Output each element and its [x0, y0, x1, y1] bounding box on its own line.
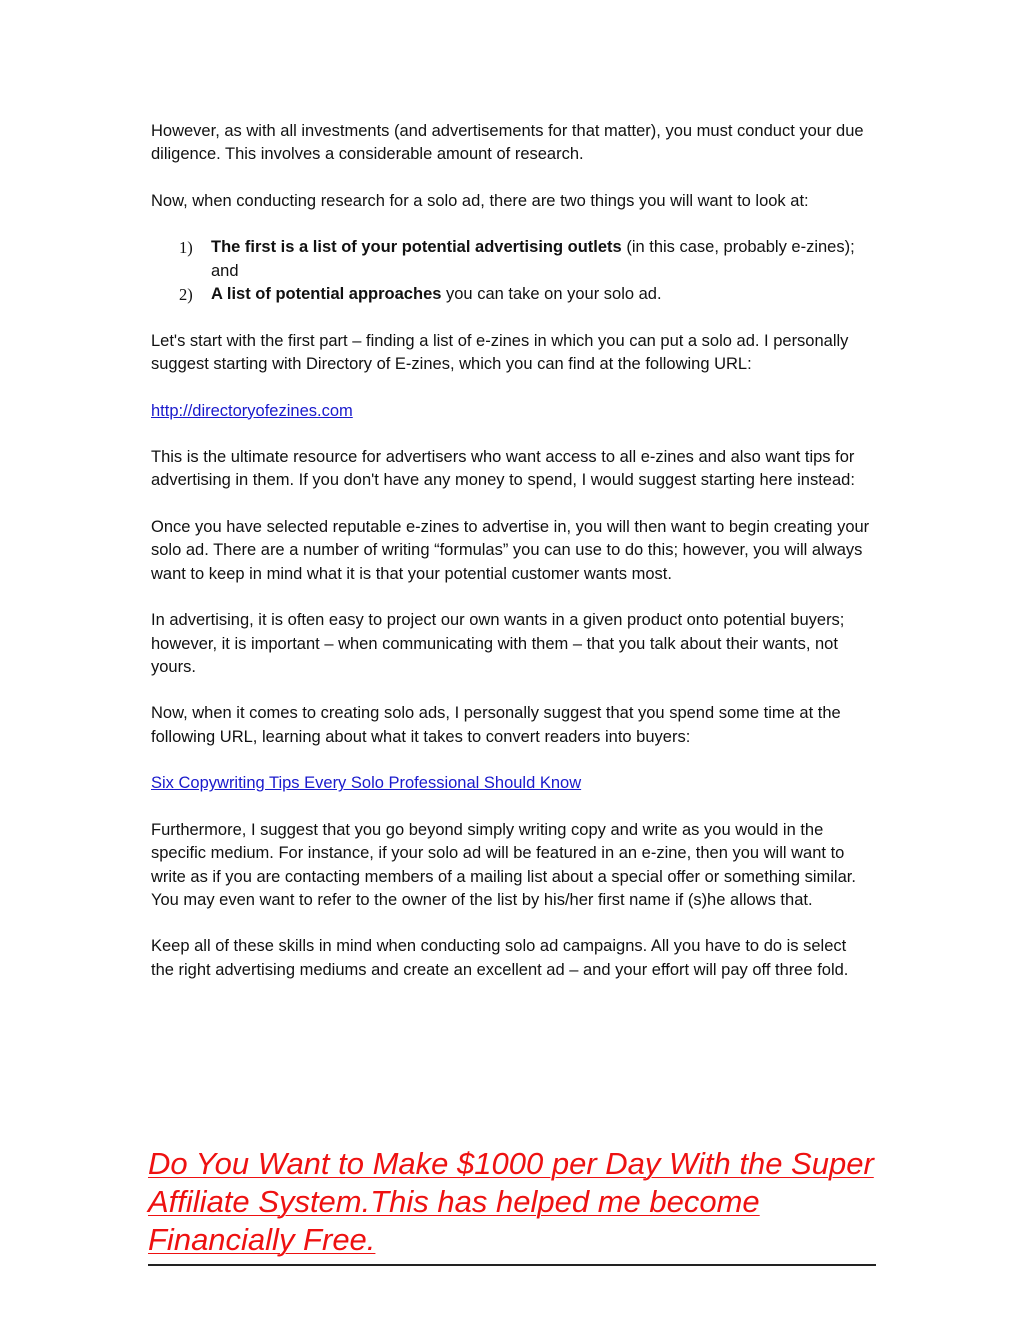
paragraph-ultimate-resource: This is the ultimate resource for advertisers who want access to all e-zines and also want tips for advertising in them. If you don't have any money to spend, I would suggest starting here instead:: [151, 448, 855, 490]
document-body: [151, 120, 873, 982]
paragraph-wants: In advertising, it is often easy to project our own wants in a given product onto potential buyers; however, it is important – when communicating with them – that you talk about their wants, not yours.: [151, 611, 845, 676]
paragraph-copywriting-link: [151, 772, 873, 795]
list-item-number: 2): [179, 285, 193, 305]
promo-line-3[interactable]: Financially Free.: [148, 1222, 376, 1257]
list-item: [179, 283, 873, 306]
promo-line-1[interactable]: Do You Want to Make $1000 per Day With the Super: [148, 1146, 874, 1181]
directory-link[interactable]: http://directoryofezines.com: [151, 401, 353, 420]
list-item-bold: The first is a list of your potential advertising outlets: [211, 238, 622, 257]
list-item: [179, 236, 873, 283]
paragraph-medium: Furthermore, I suggest that you go beyond simply writing copy and write as you would in the specific medium. For instance, if your solo ad will be featured in an e-zine, then you will want to write as if you are contacting members of a mailing list about a special offer or something similar. You may even want to refer to the owner of the list by his/her first name if (s)he allows that.: [151, 820, 856, 909]
paragraph-following-url: Now, when it comes to creating solo ads, I personally suggest that you spend some time at the following URL, learning about what it takes to convert readers into buyers:: [151, 704, 841, 746]
promo-line-2[interactable]: Affiliate System.This has helped me become: [148, 1184, 760, 1219]
paragraph-conclusion: Keep all of these skills in mind when conducting solo ad campaigns. All you have to do is select the right advertising mediums and create an excellent ad – and your effort will pay off three fold.: [151, 937, 849, 979]
paragraph-due-diligence: However, as with all investments (and advertisements for that matter), you must conduct your due diligence. This involves a considerable amount of research.: [151, 122, 864, 164]
paragraph-directory-link: [151, 400, 873, 423]
list-item-text: (in this case, probably e-zines); and: [211, 238, 855, 280]
horizontal-divider: [148, 1264, 876, 1266]
promo-banner-link[interactable]: [148, 1145, 908, 1259]
list-item-number: 1): [179, 238, 193, 258]
list-item-bold: A list of potential approaches: [211, 285, 442, 304]
paragraph-research-intro: Now, when conducting research for a solo ad, there are two things you will want to look at:: [151, 191, 809, 210]
paragraph-solo-ad-creation: Once you have selected reputable e-zines to advertise in, you will then want to begin creating your solo ad. There are a number of writing “formulas” you can use to do this; however, you will always want to keep in mind what it is that your potential customer wants most.: [151, 518, 870, 583]
copywriting-tips-link[interactable]: Six Copywriting Tips Every Solo Professional Should Know: [151, 774, 582, 793]
research-list: [151, 236, 873, 306]
list-item-text: you can take on your solo ad.: [441, 285, 662, 304]
paragraph-first-part: Let's start with the first part – finding a list of e-zines in which you can put a solo ad. I personally suggest starting with Directory of E-zines, which you can find at the following URL:: [151, 331, 849, 373]
